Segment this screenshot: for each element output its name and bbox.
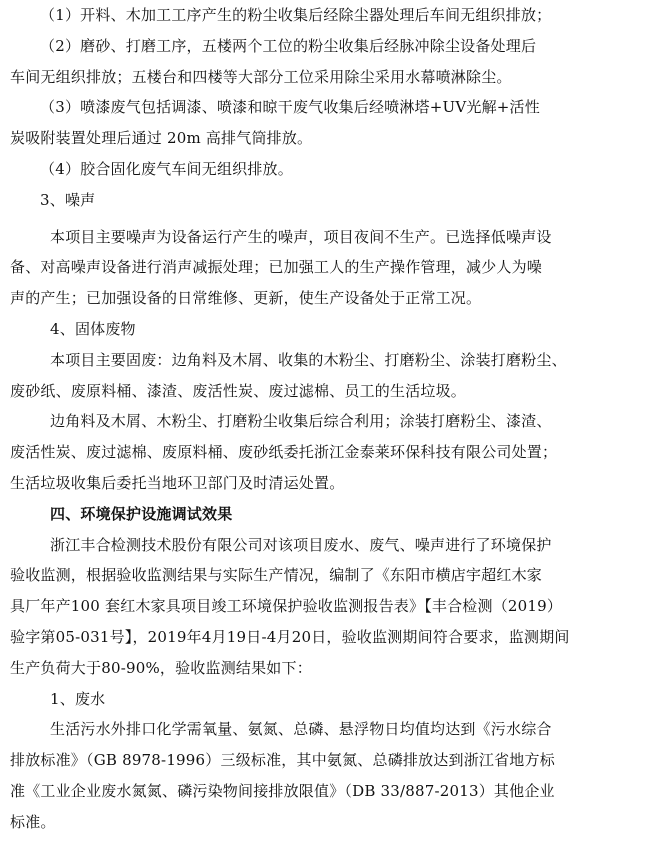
paragraph-line: （3）喷漆废气包括调漆、喷漆和晾干废气收集后经喷淋塔+UV光解+活性	[40, 98, 540, 117]
paragraph-line: 废砂纸、废原料桶、漆渣、废活性炭、废过滤棉、员工的生活垃圾。	[10, 381, 467, 400]
document-page	[10, 0, 580, 838]
paragraph-line: 浙江丰合检测技术股份有限公司对该项目废水、废气、噪声进行了环境保护	[50, 535, 552, 554]
paragraph-line: 本项目主要噪声为设备运行产生的噪声，项目夜间不生产。已选择低噪声设	[50, 227, 552, 246]
paragraph-line: 车间无组织排放；五楼台和四楼等大部分工位采用除尘采用水幕喷淋除尘。	[10, 67, 512, 86]
paragraph-line: （1）开料、木加工工序产生的粉尘收集后经除尘器处理后车间无组织排放；	[40, 6, 552, 24]
section-heading-noise: 3、噪声	[40, 190, 96, 209]
section-heading-environmental-protection: 四、环境保护设施调试效果	[50, 504, 233, 523]
paragraph-line: 边角料及木屑、木粉尘、打磨粉尘收集后综合利用；涂装打磨粉尘、漆渣、	[50, 412, 552, 431]
paragraph-line: 本项目主要固废：边角料及木屑、收集的木粉尘、打磨粉尘、涂装打磨粉尘、	[50, 350, 567, 369]
paragraph-line: （4）胶合固化废气车间无组织排放。	[40, 159, 293, 178]
paragraph-line: 标准。	[10, 812, 56, 831]
paragraph-line: 验字第05-031号】，2019年4月19日-4月20日，验收监测期间符合要求，监测期间	[10, 627, 570, 646]
paragraph-line: （2）磨砂、打磨工序，五楼两个工位的粉尘收集后经脉冲除尘设备处理后	[40, 36, 537, 55]
paragraph-line: 具厂年产100 套红木家具项目竣工环境保护验收监测报告表》【丰合检测（2019）	[10, 597, 563, 616]
paragraph-line: 炭吸附装置处理后通过 20m 高排气筒排放。	[10, 129, 313, 148]
paragraph-line: 声的产生；已加强设备的日常维修、更新，使生产设备处于正常工况。	[10, 289, 482, 308]
paragraph-line: 生活垃圾收集后委托当地环卫部门及时清运处置。	[10, 473, 345, 492]
paragraph-line: 排放标准》（GB 8978-1996）三级标准，其中氨氮、总磷排放达到浙江省地方标	[10, 751, 555, 770]
paragraph-line: 生产负荷大于80-90%，验收监测结果如下：	[10, 658, 312, 677]
paragraph-line: 验收监测，根据验收监测结果与实际生产情况，编制了《东阳市横店宇超红木家	[10, 566, 543, 585]
section-heading-solid-waste: 4、固体废物	[50, 319, 136, 338]
paragraph-line: 准《工业企业废水氮氮、磷污染物间接排放限值》（DB 33/887-2013）其他企业	[10, 781, 555, 800]
section-heading-wastewater: 1、废水	[50, 689, 106, 708]
paragraph-line: 生活污水外排口化学需氧量、氨氮、总磷、悬浮物日均值均达到《污水综合	[50, 720, 552, 739]
paragraph-line: 备、对高噪声设备进行消声减振处理；已加强工人的生产操作管理，减少人为噪	[10, 258, 543, 277]
paragraph-line: 废活性炭、废过滤棉、废原料桶、废砂纸委托浙江金泰莱环保科技有限公司处置；	[10, 443, 558, 462]
